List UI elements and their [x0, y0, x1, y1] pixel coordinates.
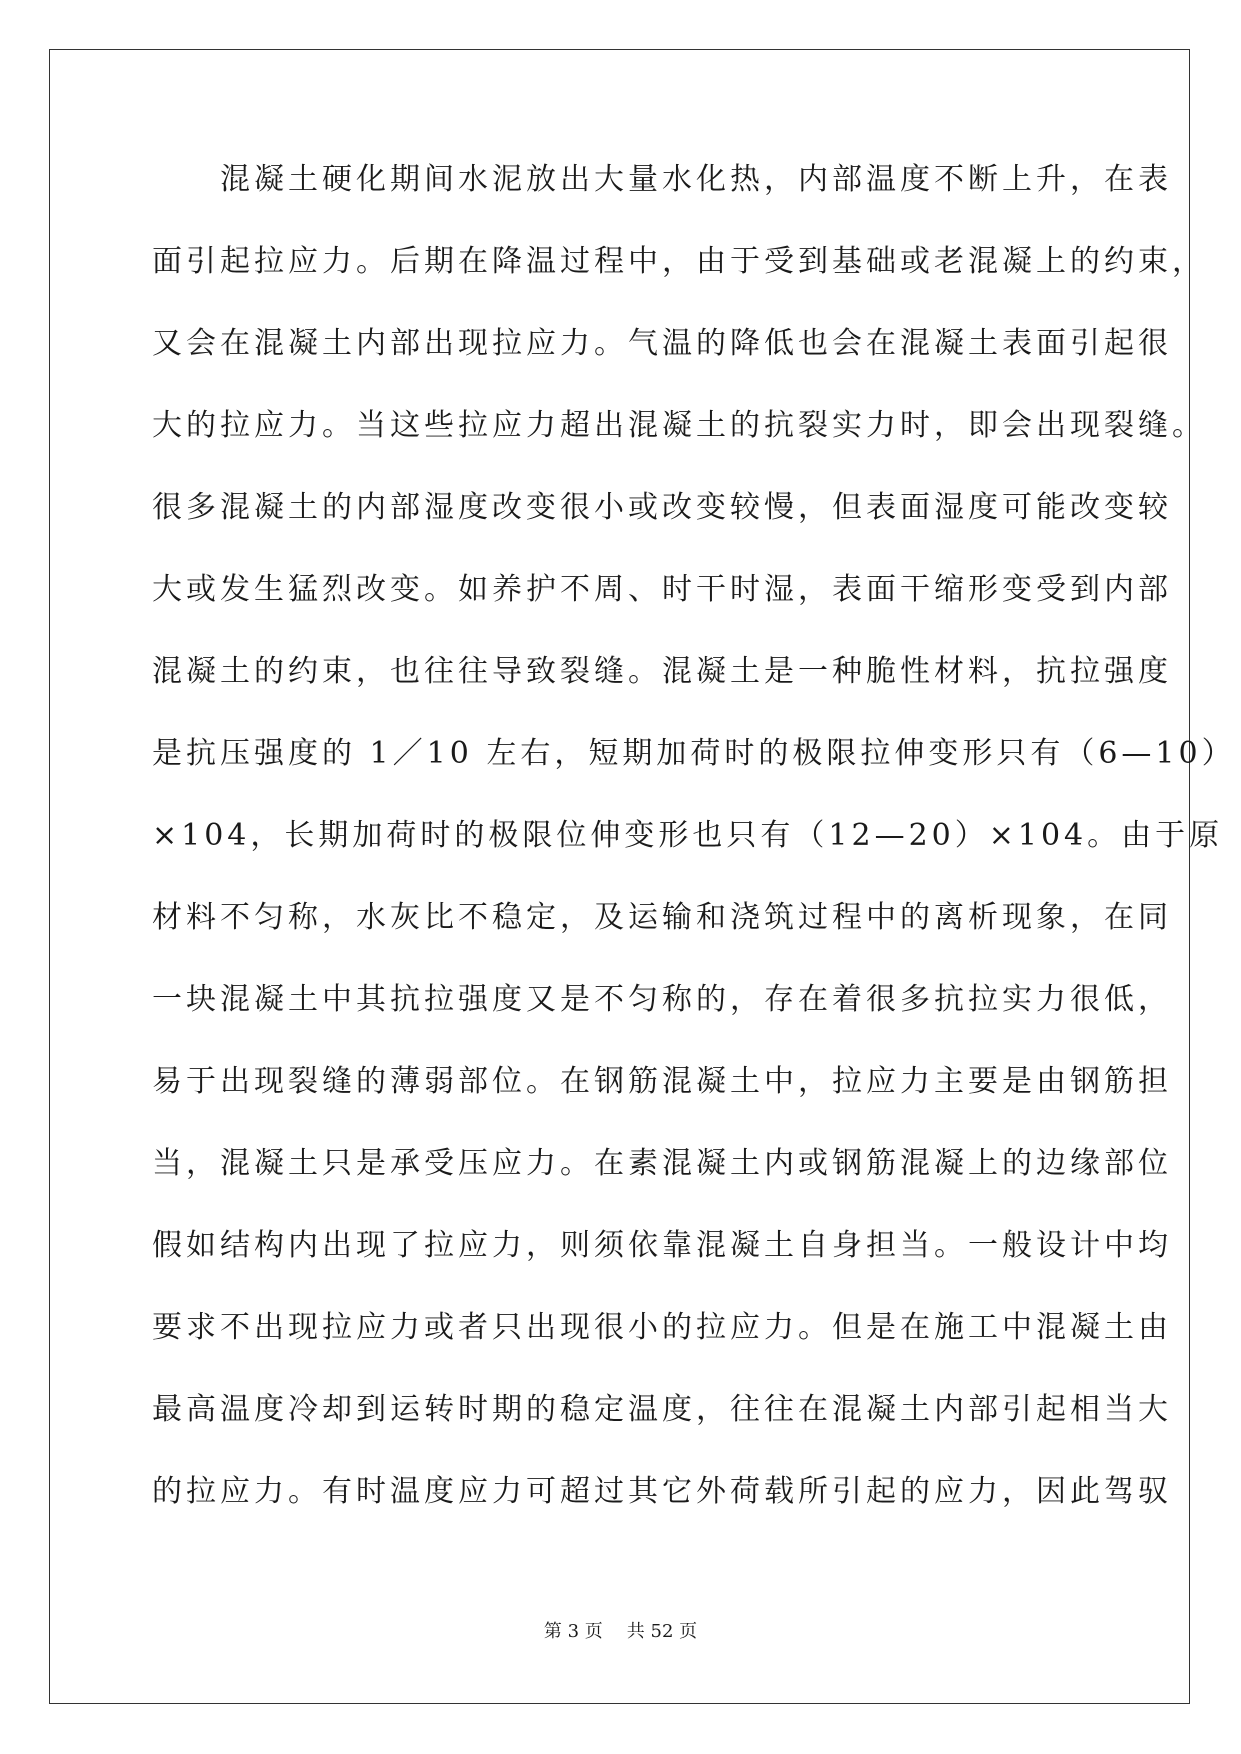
- document-body: [152, 162, 1236, 1556]
- paragraph-line: 当，混凝土只是承受压应力。在素混凝土内或钢筋混凝上的边缘部位: [152, 1146, 1172, 1181]
- paragraph-line: 易于出现裂缝的薄弱部位。在钢筋混凝土中，拉应力主要是由钢筋担: [152, 1064, 1172, 1099]
- paragraph-line: 一块混凝土中其抗拉强度又是不匀称的，存在着很多抗拉实力很低，: [152, 982, 1172, 1017]
- paragraph-line: 混凝土的约束，也往往导致裂缝。混凝土是一种脆性材料，抗拉强度: [152, 654, 1172, 689]
- paragraph-line: 混凝土硬化期间水泥放出大量水化热，内部温度不断上升，在表: [152, 162, 1172, 197]
- paragraph-line: 大或发生猛烈改变。如养护不周、时干时湿，表面干缩形变受到内部: [152, 572, 1172, 607]
- paragraph-line: 面引起拉应力。后期在降温过程中，由于受到基础或老混凝上的约束，: [152, 244, 1206, 279]
- total-page-count: 共 52 页: [626, 1621, 698, 1642]
- paragraph-line: 假如结构内出现了拉应力，则须依靠混凝土自身担当。一般设计中均: [152, 1228, 1172, 1263]
- paragraph-line: 又会在混凝土内部出现拉应力。气温的降低也会在混凝土表面引起很: [152, 326, 1172, 361]
- paragraph-line: 最高温度冷却到运转时期的稳定温度，往往在混凝土内部引起相当大: [152, 1392, 1172, 1427]
- paragraph-line: 大的拉应力。当这些拉应力超出混凝土的抗裂实力时，即会出现裂缝。: [152, 408, 1206, 443]
- page-footer: [0, 1620, 1241, 1644]
- paragraph-line: 要求不出现拉应力或者只出现很小的拉应力。但是在施工中混凝土由: [152, 1310, 1172, 1345]
- paragraph-line: ×104，长期加荷时的极限位伸变形也只有（12—20）×104。由于原: [152, 818, 1224, 853]
- paragraph-line: 是抗压强度的 1／10 左右，短期加荷时的极限拉伸变形只有（6—10）: [152, 736, 1236, 771]
- current-page-number: 第 3 页: [543, 1621, 603, 1642]
- paragraph-line: 材料不匀称，水灰比不稳定，及运输和浇筑过程中的离析现象，在同: [152, 900, 1172, 935]
- paragraph-line: 的拉应力。有时温度应力可超过其它外荷载所引起的应力，因此驾驭: [152, 1474, 1172, 1509]
- paragraph-line: 很多混凝土的内部湿度改变很小或改变较慢，但表面湿度可能改变较: [152, 490, 1172, 525]
